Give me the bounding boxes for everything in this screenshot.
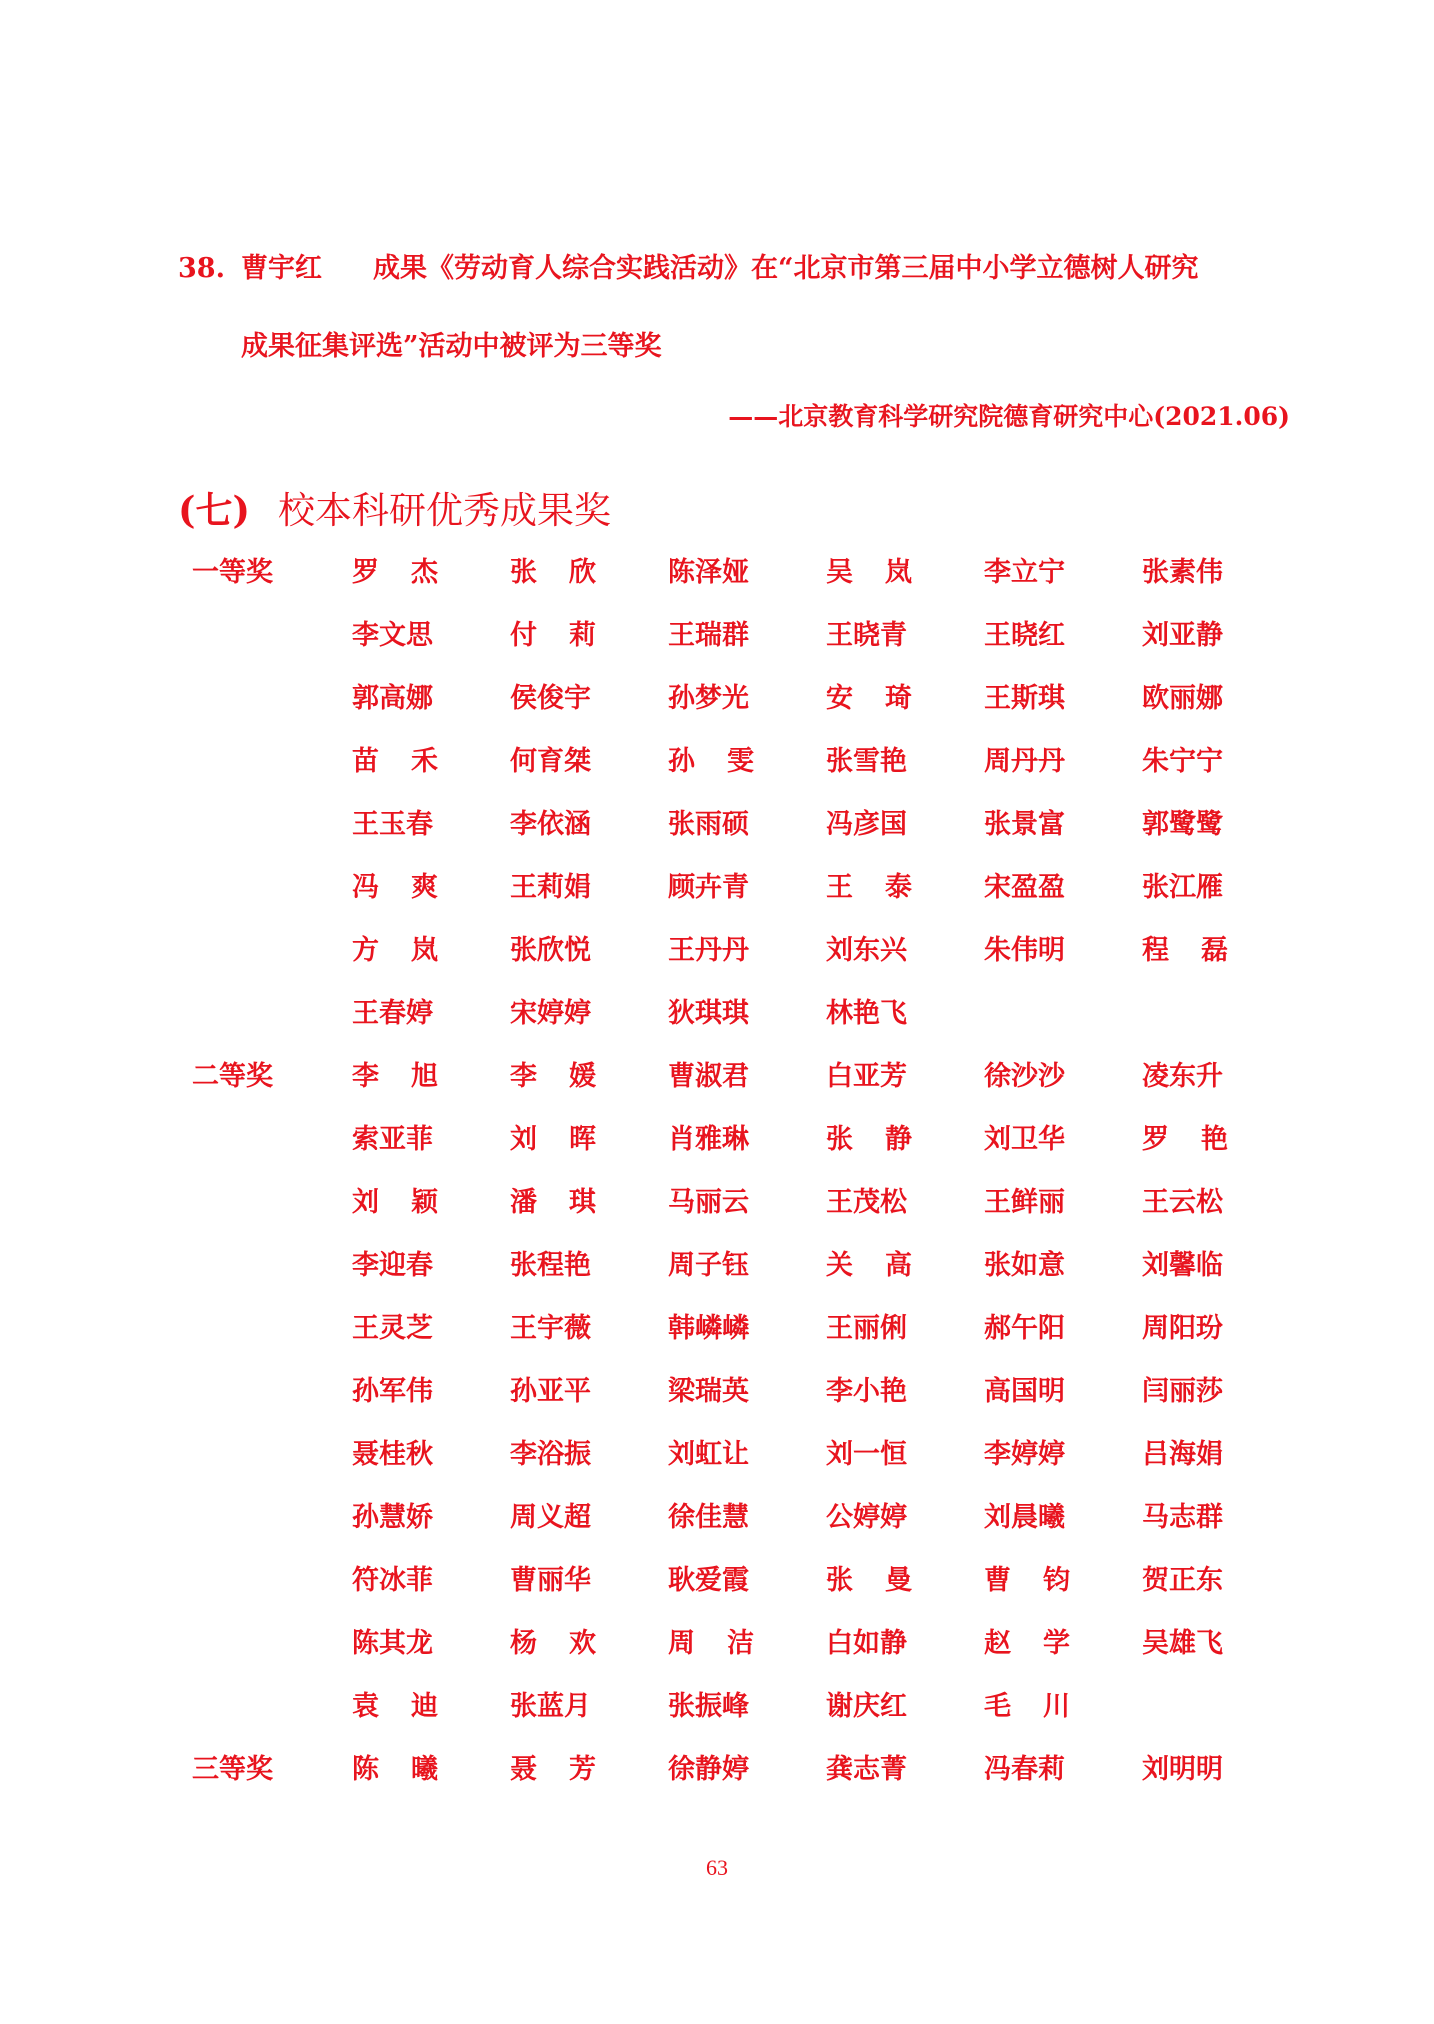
award-name: 李迎春 bbox=[352, 1250, 433, 1281]
award-name: 吕海娟 bbox=[1142, 1439, 1223, 1470]
award-name: 白亚芳 bbox=[826, 1061, 907, 1092]
award-name: 白如静 bbox=[826, 1628, 907, 1659]
award-name: 王晓青 bbox=[826, 620, 907, 651]
award-name: 曹钧 bbox=[984, 1565, 1070, 1596]
award-name: 谢庆红 bbox=[826, 1691, 907, 1722]
award-tier-label: 三等奖 bbox=[192, 1754, 273, 1785]
award-name: 郭高娜 bbox=[352, 683, 433, 714]
award-name: 龚志菁 bbox=[826, 1754, 907, 1785]
award-name: 徐佳慧 bbox=[668, 1502, 749, 1533]
award-name: 袁迪 bbox=[352, 1691, 438, 1722]
award-name: 李立宁 bbox=[984, 557, 1065, 588]
award-name: 郝午阳 bbox=[984, 1313, 1065, 1344]
award-name: 刘颖 bbox=[352, 1187, 438, 1218]
award-name: 王莉娟 bbox=[510, 872, 591, 903]
award-name: 孙梦光 bbox=[668, 683, 749, 714]
award-name: 孙雯 bbox=[668, 746, 754, 777]
award-name: 王晓红 bbox=[984, 620, 1065, 651]
award-name: 凌东升 bbox=[1142, 1061, 1223, 1092]
award-name: 刘虹让 bbox=[668, 1439, 749, 1470]
award-row bbox=[192, 739, 1292, 779]
entry-text-line1: 成果《劳动育人综合实践活动》在“北京市第三届中小学立德树人研究 bbox=[373, 253, 1199, 284]
award-name: 聂桂秋 bbox=[352, 1439, 433, 1470]
award-name: 刘晨曦 bbox=[984, 1502, 1065, 1533]
award-name: 宋盈盈 bbox=[984, 872, 1065, 903]
award-name: 徐沙沙 bbox=[984, 1061, 1065, 1092]
award-name: 王云松 bbox=[1142, 1187, 1223, 1218]
award-name: 周义超 bbox=[510, 1502, 591, 1533]
award-name: 孙亚平 bbox=[510, 1376, 591, 1407]
award-name: 张程艳 bbox=[510, 1250, 591, 1281]
award-name: 聂芳 bbox=[510, 1754, 596, 1785]
award-name: 肖雅琳 bbox=[668, 1124, 749, 1155]
award-name: 周洁 bbox=[668, 1628, 754, 1659]
award-name: 王茂松 bbox=[826, 1187, 907, 1218]
award-name: 刘晖 bbox=[510, 1124, 596, 1155]
entry-source: ——北京教育科学研究院德育研究中心(2021.06) bbox=[728, 402, 1290, 431]
award-name: 曹丽华 bbox=[510, 1565, 591, 1596]
award-row bbox=[192, 1243, 1292, 1283]
award-name: 张江雁 bbox=[1142, 872, 1223, 903]
award-name: 刘亚静 bbox=[1142, 620, 1223, 651]
award-tier-label: 一等奖 bbox=[192, 557, 273, 588]
award-name: 王玉春 bbox=[352, 809, 433, 840]
award-name: 吴雄飞 bbox=[1142, 1628, 1223, 1659]
award-name: 方岚 bbox=[352, 935, 438, 966]
award-name: 马志群 bbox=[1142, 1502, 1223, 1533]
award-name: 张欣 bbox=[510, 557, 596, 588]
award-name: 王瑞群 bbox=[668, 620, 749, 651]
award-name: 高国明 bbox=[984, 1376, 1065, 1407]
award-name: 周丹丹 bbox=[984, 746, 1065, 777]
award-name: 李媛 bbox=[510, 1061, 596, 1092]
award-name: 关高 bbox=[826, 1250, 912, 1281]
award-name: 罗艳 bbox=[1142, 1124, 1228, 1155]
award-name: 公婷婷 bbox=[826, 1502, 907, 1533]
award-row bbox=[192, 1180, 1292, 1220]
section-heading bbox=[178, 480, 611, 534]
award-name: 王灵芝 bbox=[352, 1313, 433, 1344]
award-row bbox=[192, 1684, 1292, 1724]
award-name: 贺正东 bbox=[1142, 1565, 1223, 1596]
award-name: 安琦 bbox=[826, 683, 912, 714]
award-name: 潘琪 bbox=[510, 1187, 596, 1218]
award-row bbox=[192, 1495, 1292, 1535]
award-name: 赵学 bbox=[984, 1628, 1070, 1659]
award-name: 吴岚 bbox=[826, 557, 912, 588]
section-title: 校本科研优秀成果奖 bbox=[278, 489, 611, 532]
award-row bbox=[192, 676, 1292, 716]
award-name: 孙军伟 bbox=[352, 1376, 433, 1407]
entry-38-line1 bbox=[178, 246, 1298, 285]
award-row bbox=[192, 1621, 1292, 1661]
award-name: 王泰 bbox=[826, 872, 912, 903]
award-name: 索亚菲 bbox=[352, 1124, 433, 1155]
award-name: 侯俊宇 bbox=[510, 683, 591, 714]
award-name: 李依涵 bbox=[510, 809, 591, 840]
award-name: 张振峰 bbox=[668, 1691, 749, 1722]
award-name: 孙慧娇 bbox=[352, 1502, 433, 1533]
award-name: 李旭 bbox=[352, 1061, 438, 1092]
award-name: 毛川 bbox=[984, 1691, 1070, 1722]
award-name: 王斯琪 bbox=[984, 683, 1065, 714]
award-name: 周阳玢 bbox=[1142, 1313, 1223, 1344]
page-number: 63 bbox=[706, 1855, 728, 1880]
award-name: 郭鹭鹭 bbox=[1142, 809, 1223, 840]
award-name: 张如意 bbox=[984, 1250, 1065, 1281]
award-name: 冯彦国 bbox=[826, 809, 907, 840]
award-row bbox=[192, 928, 1292, 968]
award-name: 耿爱霞 bbox=[668, 1565, 749, 1596]
award-row bbox=[192, 1747, 1292, 1787]
award-name: 王鲜丽 bbox=[984, 1187, 1065, 1218]
award-name: 狄琪琪 bbox=[668, 998, 749, 1029]
award-row bbox=[192, 1117, 1292, 1157]
award-name: 刘东兴 bbox=[826, 935, 907, 966]
award-name: 马丽云 bbox=[668, 1187, 749, 1218]
award-name: 冯爽 bbox=[352, 872, 438, 903]
award-name: 李文思 bbox=[352, 620, 433, 651]
award-row bbox=[192, 613, 1292, 653]
award-name: 林艳飞 bbox=[826, 998, 907, 1029]
award-name: 顾卉青 bbox=[668, 872, 749, 903]
award-name: 罗杰 bbox=[352, 557, 438, 588]
award-name: 刘一恒 bbox=[826, 1439, 907, 1470]
award-name: 张素伟 bbox=[1142, 557, 1223, 588]
award-name: 梁瑞英 bbox=[668, 1376, 749, 1407]
award-row bbox=[192, 1054, 1292, 1094]
award-name: 陈曦 bbox=[352, 1754, 438, 1785]
award-name: 曹淑君 bbox=[668, 1061, 749, 1092]
award-row bbox=[192, 865, 1292, 905]
award-name: 陈其龙 bbox=[352, 1628, 433, 1659]
award-name: 王丽俐 bbox=[826, 1313, 907, 1344]
award-name: 李小艳 bbox=[826, 1376, 907, 1407]
award-name: 杨欢 bbox=[510, 1628, 596, 1659]
award-name: 付莉 bbox=[510, 620, 596, 651]
award-row bbox=[192, 991, 1292, 1031]
award-name: 苗禾 bbox=[352, 746, 438, 777]
award-row bbox=[192, 550, 1292, 590]
award-name: 周子钰 bbox=[668, 1250, 749, 1281]
award-name: 闫丽莎 bbox=[1142, 1376, 1223, 1407]
award-row bbox=[192, 1558, 1292, 1598]
award-name: 张雨硕 bbox=[668, 809, 749, 840]
award-name: 程磊 bbox=[1142, 935, 1228, 966]
award-name: 宋婷婷 bbox=[510, 998, 591, 1029]
entry-number: 38. bbox=[178, 253, 225, 284]
section-number: (七) bbox=[178, 488, 251, 532]
entry-author: 曹宇红 bbox=[241, 253, 322, 284]
award-name: 李浴振 bbox=[510, 1439, 591, 1470]
award-name: 符冰菲 bbox=[352, 1565, 433, 1596]
award-row bbox=[192, 1432, 1292, 1472]
award-name: 王宇薇 bbox=[510, 1313, 591, 1344]
award-name: 张静 bbox=[826, 1124, 912, 1155]
award-name: 张蓝月 bbox=[510, 1691, 591, 1722]
entry-text-line2: 成果征集评选”活动中被评为三等奖 bbox=[241, 331, 662, 362]
award-name: 冯春莉 bbox=[984, 1754, 1065, 1785]
award-tier-label: 二等奖 bbox=[192, 1061, 273, 1092]
award-row bbox=[192, 1369, 1292, 1409]
award-name: 张曼 bbox=[826, 1565, 912, 1596]
award-name: 何育桀 bbox=[510, 746, 591, 777]
award-name: 朱伟明 bbox=[984, 935, 1065, 966]
award-name: 王春婷 bbox=[352, 998, 433, 1029]
award-name: 张欣悦 bbox=[510, 935, 591, 966]
award-name: 刘馨临 bbox=[1142, 1250, 1223, 1281]
award-row bbox=[192, 1306, 1292, 1346]
award-name: 张景富 bbox=[984, 809, 1065, 840]
award-name: 王丹丹 bbox=[668, 935, 749, 966]
award-name: 陈泽娅 bbox=[668, 557, 749, 588]
award-name: 张雪艳 bbox=[826, 746, 907, 777]
award-name: 欧丽娜 bbox=[1142, 683, 1223, 714]
award-name: 刘明明 bbox=[1142, 1754, 1223, 1785]
award-name: 徐静婷 bbox=[668, 1754, 749, 1785]
award-name: 韩嶙嶙 bbox=[668, 1313, 749, 1344]
award-row bbox=[192, 802, 1292, 842]
award-name: 刘卫华 bbox=[984, 1124, 1065, 1155]
award-name: 李婷婷 bbox=[984, 1439, 1065, 1470]
award-name: 朱宁宁 bbox=[1142, 746, 1223, 777]
